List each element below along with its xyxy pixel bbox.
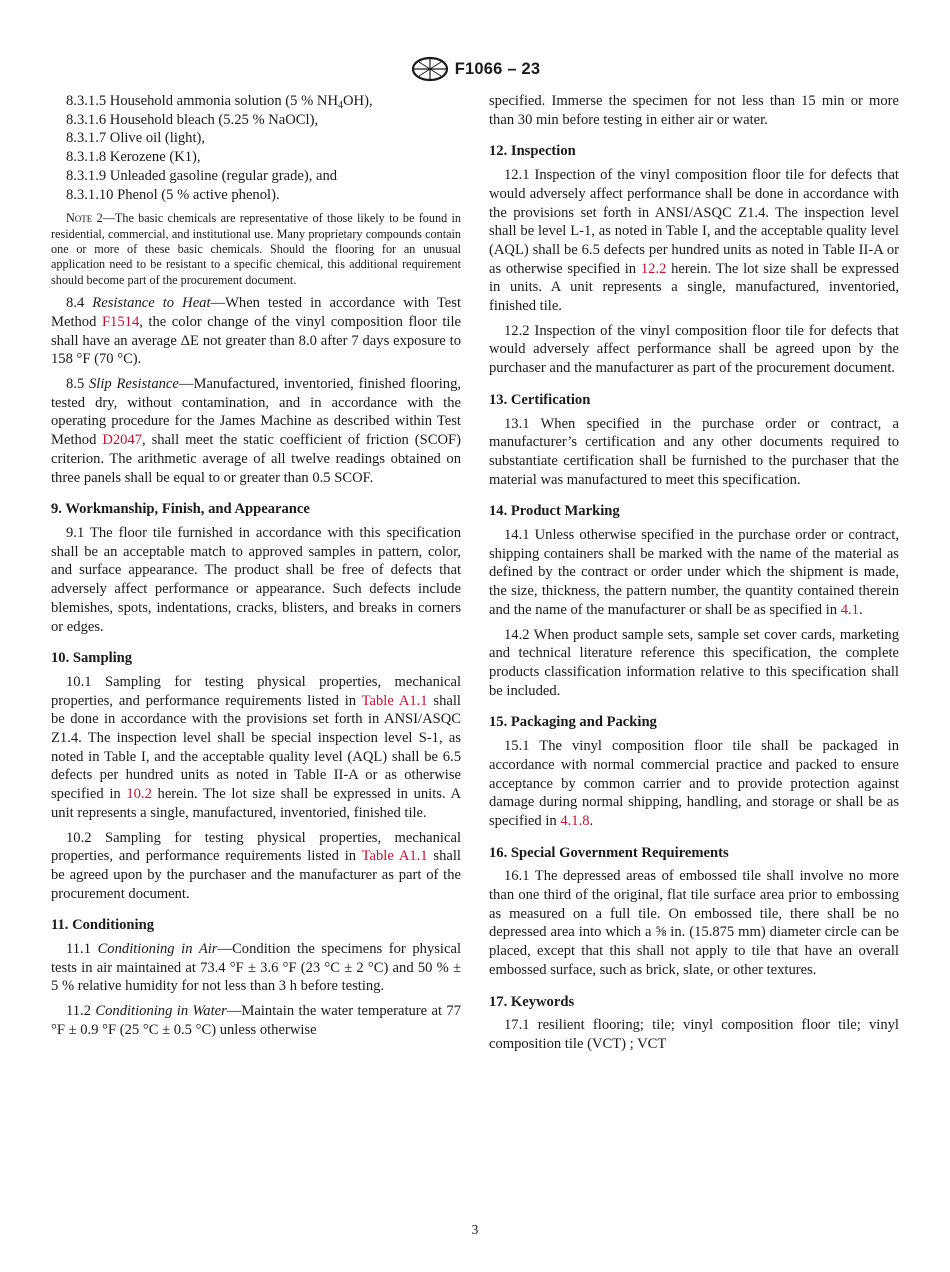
section-heading-13: 13. Certification: [489, 391, 591, 408]
paragraph-10-1: 10.1 Sampling for testing physical properties, mechanical properties, and performance requirements listed in Table A1.1 shall be done in accordance with the provisions set forth in ANSI/ASQC Z1.4. The inspection level shall be special inspection level S-1, as noted in Table I, and the acceptable quality level (AQL) shall be 6.5 defects per hundred units as noted in Table II-A or as otherwise specified in 10.2 herein. The lot size shall be expressed in units. A unit represents a single, manufactured, inventoried, finished tile.: [51, 673, 461, 821]
right-column: [489, 92, 899, 1060]
link-f1514[interactable]: F1514: [101, 313, 140, 330]
paragraph-10-2: 10.2 Sampling for testing physical properties, mechanical properties, and performance requirements listed in Table A1.1 shall be agreed upon by the purchaser and the manufacturer as part of the procurement document.: [51, 829, 461, 902]
link-10-2[interactable]: 10.2: [126, 786, 152, 803]
list-item-8-3-1-7: 8.3.1.7 Olive oil (light),: [66, 130, 206, 147]
section-heading-16: 16. Special Government Requirements: [489, 844, 729, 861]
document-id: F1066 – 23: [454, 59, 541, 78]
paragraph-16-1: 16.1 The depressed areas of embossed tile shall involve no more than one third of the original, flat tile surface area prior to embossing as measured on a full tile. On embossed tile, there shall be no depressed area into which a ⅝ in. (15.875 mm) diameter circle can be placed, except that this shall not apply to tile that have an overall embossed surface, such as brick, slate, or other textures.: [489, 868, 899, 978]
link-d2047[interactable]: D2047: [102, 432, 143, 449]
section-heading-14: 14. Product Marking: [489, 503, 620, 520]
paragraph-17-1: 17.1 resilient flooring; tile; vinyl composition floor tile; vinyl composition tile (VCT) ; VCT: [489, 1017, 899, 1052]
note-2: Note 2—The basic chemicals are representative of those likely to be found in residential, commercial, and institutional use. Many proprietary compounds contain one or more of these basic chemicals. Should the flooring for an unusual application need to be resistant to a specific chemical, this additional requirement should become part of the procurement document.: [51, 211, 461, 287]
paragraph-13-1: 13.1 When specified in the purchase order or contract, a manufacturer’s certification and any other documents required to substantiate certification shall be furnished to the purchaser that the material was manufactured to meet this specification.: [489, 415, 899, 488]
paragraph-14-2: 14.2 When product sample sets, sample set cover cards, marketing and technical literature reference this specification, the complete products classification information relative to this specification shall be included.: [489, 626, 899, 699]
paragraph-8-5: 8.5 Slip Resistance—Manufactured, inventoried, finished flooring, tested dry, without contamination, and in accordance with the operating procedure for the James Machine as described within Test Method D2047, shall meet the static coefficient of friction (SCOF) criterion. The arithmetic average of all twelve readings obtained on three panels shall be equal to or greater than 0.5 SCOF.: [51, 376, 462, 486]
paragraph-12-2: 12.2 Inspection of the vinyl composition floor tile for defects that would adversely affect performance shall be agreed upon by the purchaser and the manufacturer as part of the procurement document.: [489, 322, 899, 377]
section-heading-11: 11. Conditioning: [51, 917, 155, 934]
section-heading-15: 15. Packaging and Packing: [489, 714, 657, 731]
paragraph-15-1: 15.1 The vinyl composition floor tile shall be packaged in accordance with normal commercial practice and packed to ensure acceptance by common carrier and to provide protection against damage during normal shipping, handling, and storage or shall be as specified in 4.1.8.: [489, 738, 899, 829]
link-4-1[interactable]: 4.1: [840, 601, 859, 618]
paragraph-11-2-continued: specified. Immerse the specimen for not less than 15 min or more than 30 min before testing in either air or water.: [489, 93, 899, 128]
list-item-8-3-1-6: 8.3.1.6 Household bleach (5.25 % NaOCl),: [66, 111, 319, 128]
left-column: [51, 92, 461, 1046]
link-table-a1-1[interactable]: Table A1.1: [361, 692, 428, 709]
page-number: 3: [471, 1222, 479, 1237]
list-item-8-3-1-10: 8.3.1.10 Phenol (5 % active phenol).: [66, 186, 280, 203]
page-header: [0, 56, 950, 82]
astm-logo-icon: [410, 56, 450, 82]
paragraph-9-1: 9.1 The floor tile furnished in accordance with this specification shall be an acceptable match to approved samples in pattern, color, and surface appearance. The product shall be free of defects that adversely affect performance or appearance. Such defects include blemishes, spots, indentations, cracks, blisters, and breaks in corners or edges.: [51, 524, 461, 635]
section-heading-17: 17. Keywords: [489, 993, 575, 1010]
paragraph-14-1: 14.1 Unless otherwise specified in the purchase order or contract, shipping containers shall be marked with the name of the material as defined by the contract or order under which the shipment is made, the size, thickness, the pattern number, the quantity contained therein and the name of the manufacturer or shall be as specified in 4.1.: [489, 527, 899, 618]
paragraph-12-1: 12.1 Inspection of the vinyl composition floor tile for defects that would adversely affect performance shall be done in accordance with the provisions set forth in ANSI/ASQC Z1.4. The inspection level shall be level L-1, as noted in Table I, and the acceptable quality level (AQL) shall be 6.5 defects per hundred units as noted in Table II-A or as otherwise specified in 12.2 herein. The lot size shall be expressed in units. A unit represents a single, manufactured, inventoried, finished tile.: [489, 167, 899, 315]
paragraph-11-2: 11.2 Conditioning in Water—Maintain the water temperature at 77 °F ± 0.9 °F (25 °C ± 0.5 °C) unless otherwise: [51, 1003, 461, 1038]
list-item-8-3-1-5: 8.3.1.5 Household ammonia solution (5 % $NH_4OH$),: [66, 93, 373, 111]
section-heading-9: 9. Workmanship, Finish, and Appearance: [51, 501, 310, 518]
list-item-8-3-1-9: 8.3.1.9 Unleaded gasoline (regular grade), and: [66, 167, 338, 184]
section-heading-12: 12. Inspection: [489, 143, 576, 160]
link-4-1-8[interactable]: 4.1.8: [560, 812, 590, 829]
list-item-8-3-1-8: 8.3.1.8 Kerozene (K1),: [66, 149, 201, 166]
section-heading-10: 10. Sampling: [51, 650, 133, 667]
paragraph-11-1: 11.1 Conditioning in Air—Condition the specimens for physical tests in air maintained at 73.4 °F ± 3.6 °F (23 °C ± 2 °C) and 50 % ± 5 % relative humidity for not less than 3 h before testing.: [51, 941, 461, 995]
link-12-2[interactable]: 12.2: [640, 260, 667, 277]
paragraph-8-4: 8.4 Resistance to Heat—When tested in accordance with Test Method F1514, the color change of the vinyl composition floor tile shall have an average ΔE not greater than 8.0 after 7 days exposure to 158 °F (70 °C).: [51, 295, 461, 368]
link-table-a1-1[interactable]: Table A1.1: [361, 848, 428, 865]
